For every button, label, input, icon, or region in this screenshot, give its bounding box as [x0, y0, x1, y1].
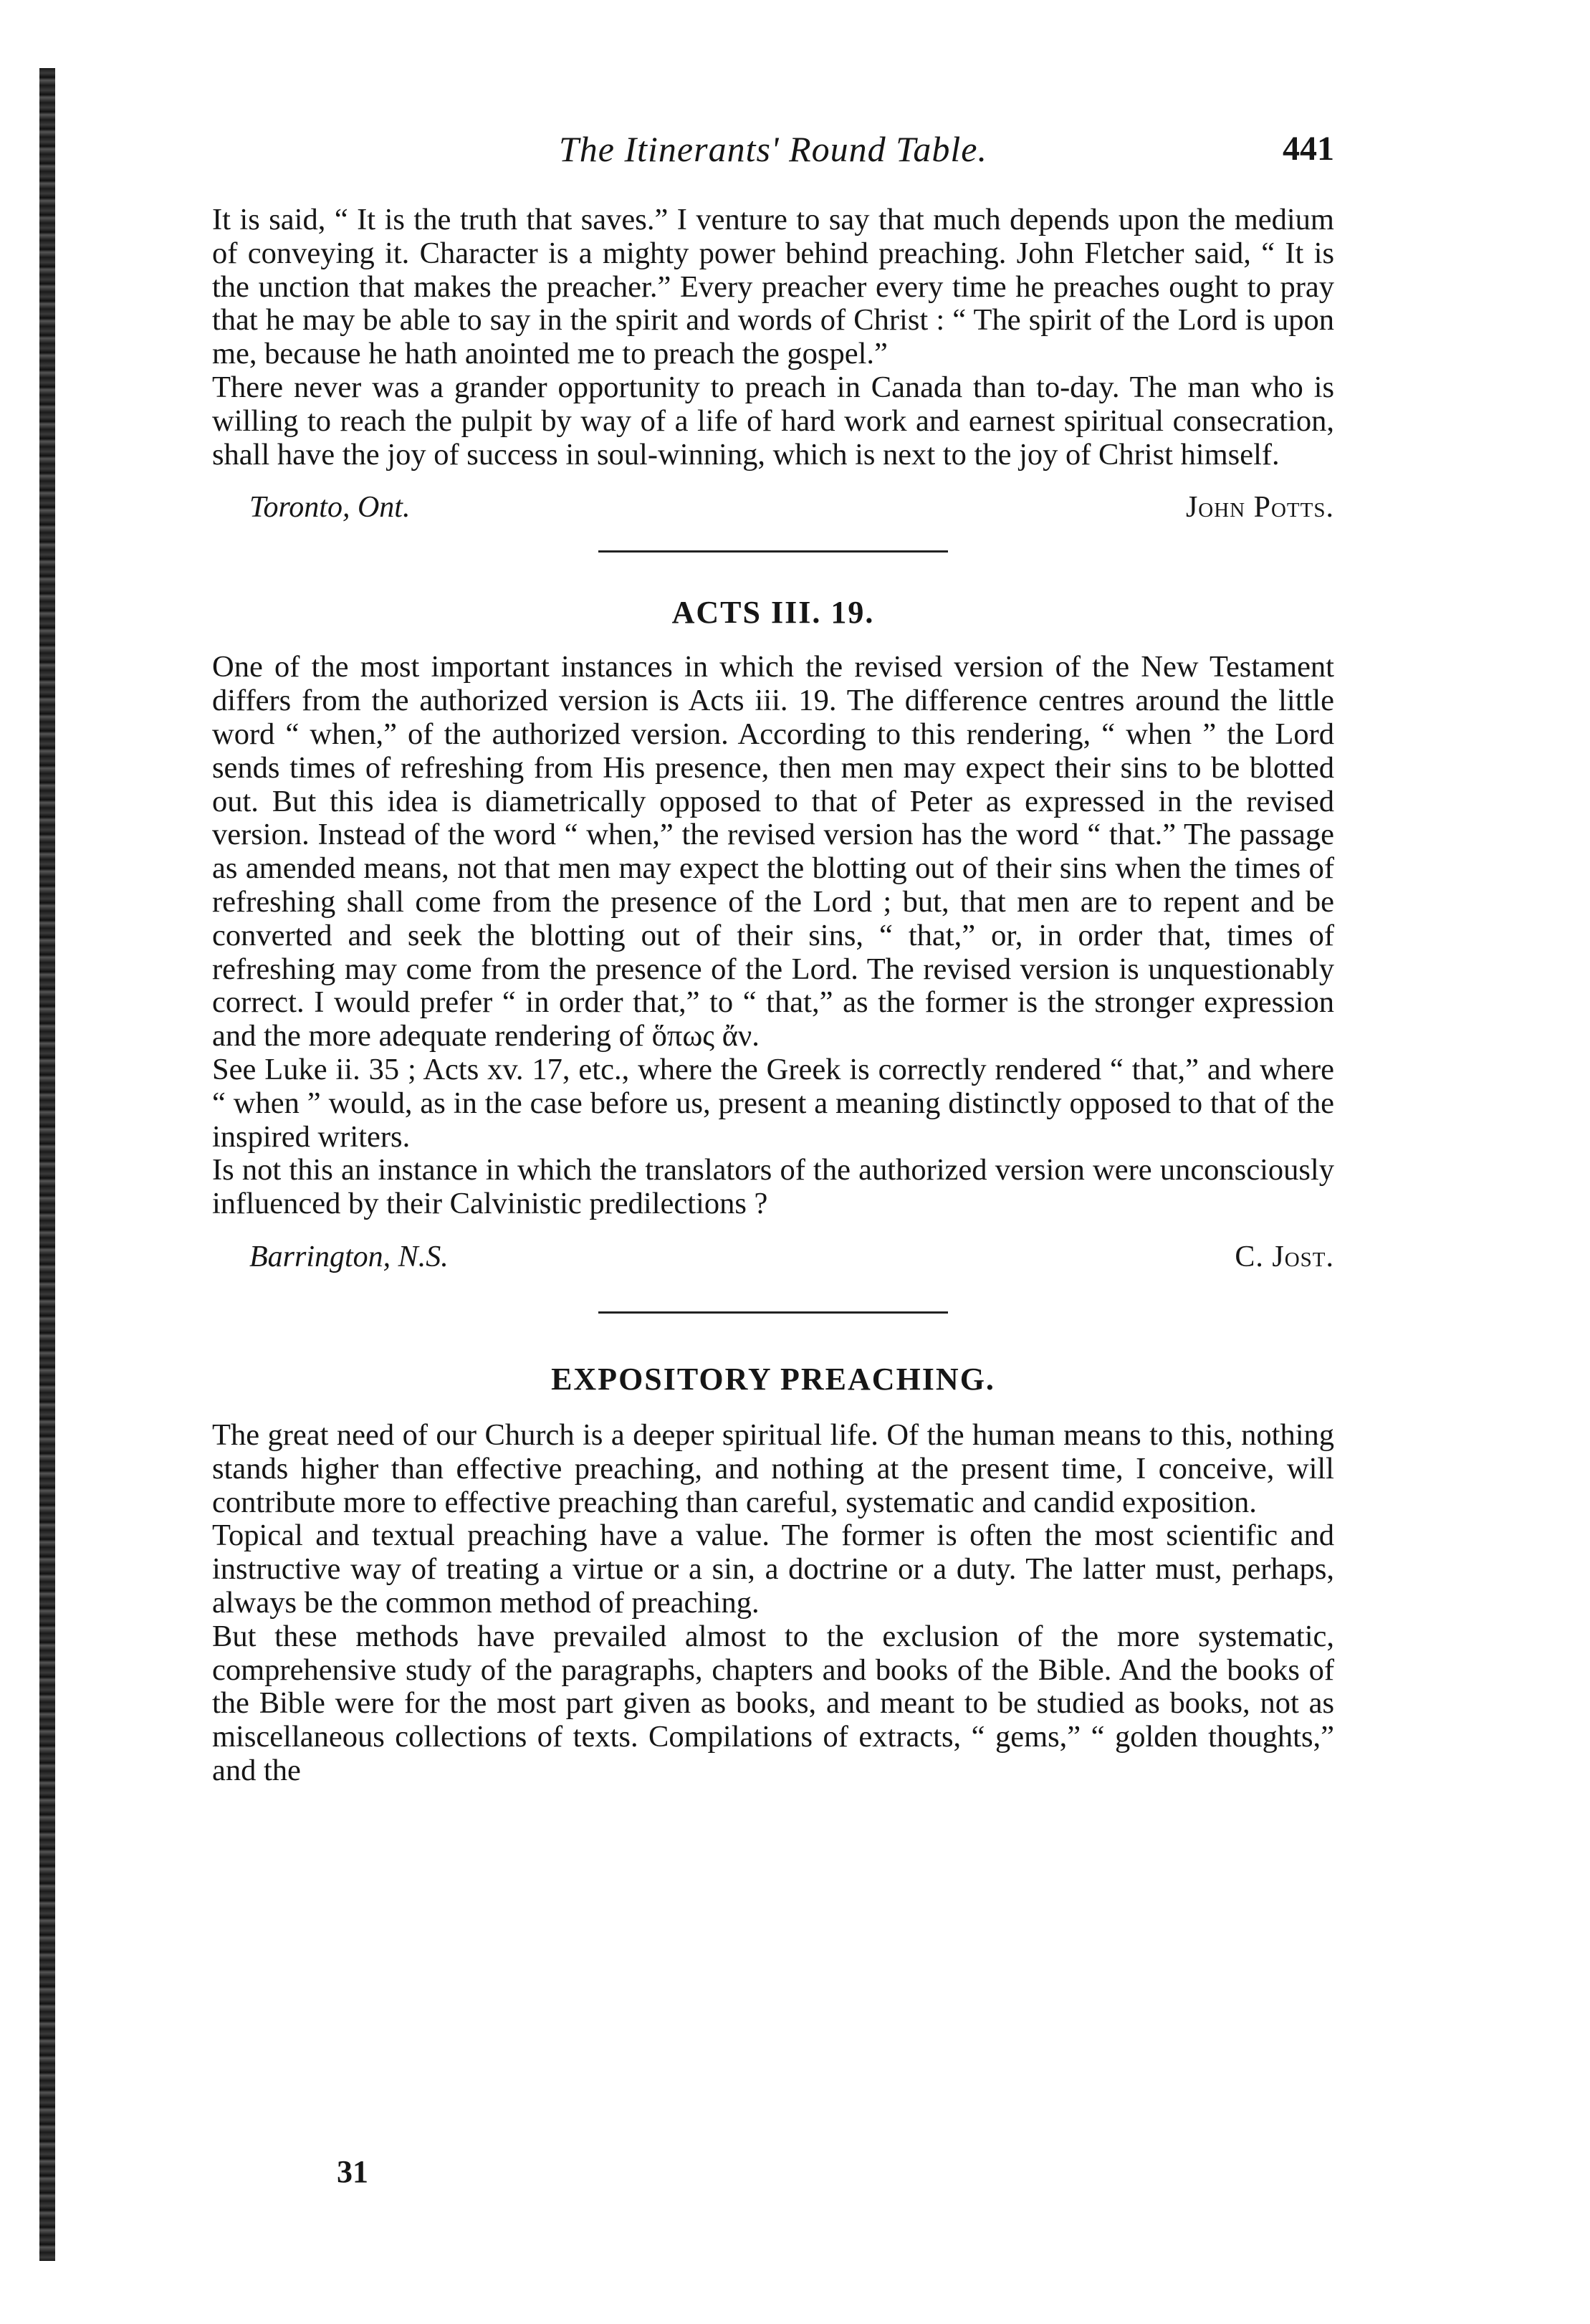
signature-place: Toronto, Ont. [249, 491, 411, 525]
signature-author: C. Jost. [1235, 1240, 1334, 1273]
running-title: The Itinerants' Round Table. [559, 129, 987, 169]
paragraph: The great need of our Church is a deeper spiritual life. Of the human means to this, nothing stands higher than effective preaching, and nothing at the present time, I conceive, will contribute more to effective preaching than careful, systematic and candid exposition. [212, 1417, 1334, 1519]
section-divider [598, 1311, 948, 1314]
paragraph: It is said, “ It is the truth that saves.” I venture to say that much depends upon the medium of conveying it. Character is a mighty power behind preaching. John Fletcher said, “ It is the unction that makes the preacher.” Every preacher every time he preaches ought to pray that he may be able to say in the spirit and words of Christ : “ The spirit of the Lord is upon me, because he hath anointed me to preach the gospel.” [212, 203, 1334, 371]
page-content [212, 115, 1334, 1788]
paragraph: Topical and textual preaching have a value. The former is often the most scientific and instructive way of treating a virtue or a sin, a doctrine or a duty. The latter must, perhaps, always be the common method of preaching. [212, 1519, 1334, 1620]
book-binding-edge [39, 68, 55, 2261]
paragraph: There never was a grander opportunity to preach in Canada than to-day. The man who is willing to reach the pulpit by way of a life of hard work and earnest spiritual consecration, shall have the joy of success in soul-winning, which is next to the joy of Christ himself. [212, 370, 1334, 472]
paragraph: But these methods have prevailed almost to the exclusion of the more systematic, comprehensive study of the paragraphs, chapters and books of the Bible. And the books of the Bible were for the most part given as books, and meant to be studied as books, not as miscellaneous collections of texts. Compilations of extracts, “ gems,” “ golden thoughts,” and the [212, 1619, 1334, 1787]
paragraph: See Luke ii. 35 ; Acts xv. 17, etc., where the Greek is correctly rendered “ that,” and where “ when ” would, as in the case before us, present a meaning distinctly opposed to that of the inspired writers. [212, 1052, 1334, 1154]
signature-place: Barrington, N.S. [249, 1240, 449, 1273]
signature-mark: 31 [337, 2154, 368, 2189]
signature-line [212, 1224, 1334, 1290]
paragraph: Is not this an instance in which the translators of the authorized version were unconsciously influenced by their Calvinistic predilections ? [212, 1153, 1334, 1221]
running-head [212, 115, 1334, 183]
section-heading: ACTS III. 19. [671, 595, 875, 631]
signature-line [212, 474, 1334, 540]
paragraph: One of the most important instances in which the revised version of the New Testament differs from the authorized version is Acts iii. 19. The difference centres around the little word “ when,” of the authorized version. According to this rendering, “ when ” the Lord sends times of refreshing from His presence, then men may expect their sins to be blotted out. But this idea is diametrically opposed to that of Peter as expressed in the revised version. Instead of the word “ when,” the revised version has the word “ that.” The passage as amended means, not that men may expect the blotting out of their sins when the times of refreshing shall come from the presence of the Lord ; but, that men are to repent and be converted and seek the blotting out of their sins, “ that,” or, in order that, times of refreshing may come from the presence of the Lord. The revised version is unquestionably correct. I would prefer “ in order that,” to “ that,” as the former is the stronger expression and the more adequate rendering of ὅπως ἄν. [212, 650, 1334, 1053]
section-divider [598, 550, 948, 553]
page-number: 441 [1283, 130, 1334, 168]
section-heading: EXPOSITORY PREACHING. [551, 1361, 995, 1397]
signature-author: John Potts. [1185, 491, 1334, 525]
